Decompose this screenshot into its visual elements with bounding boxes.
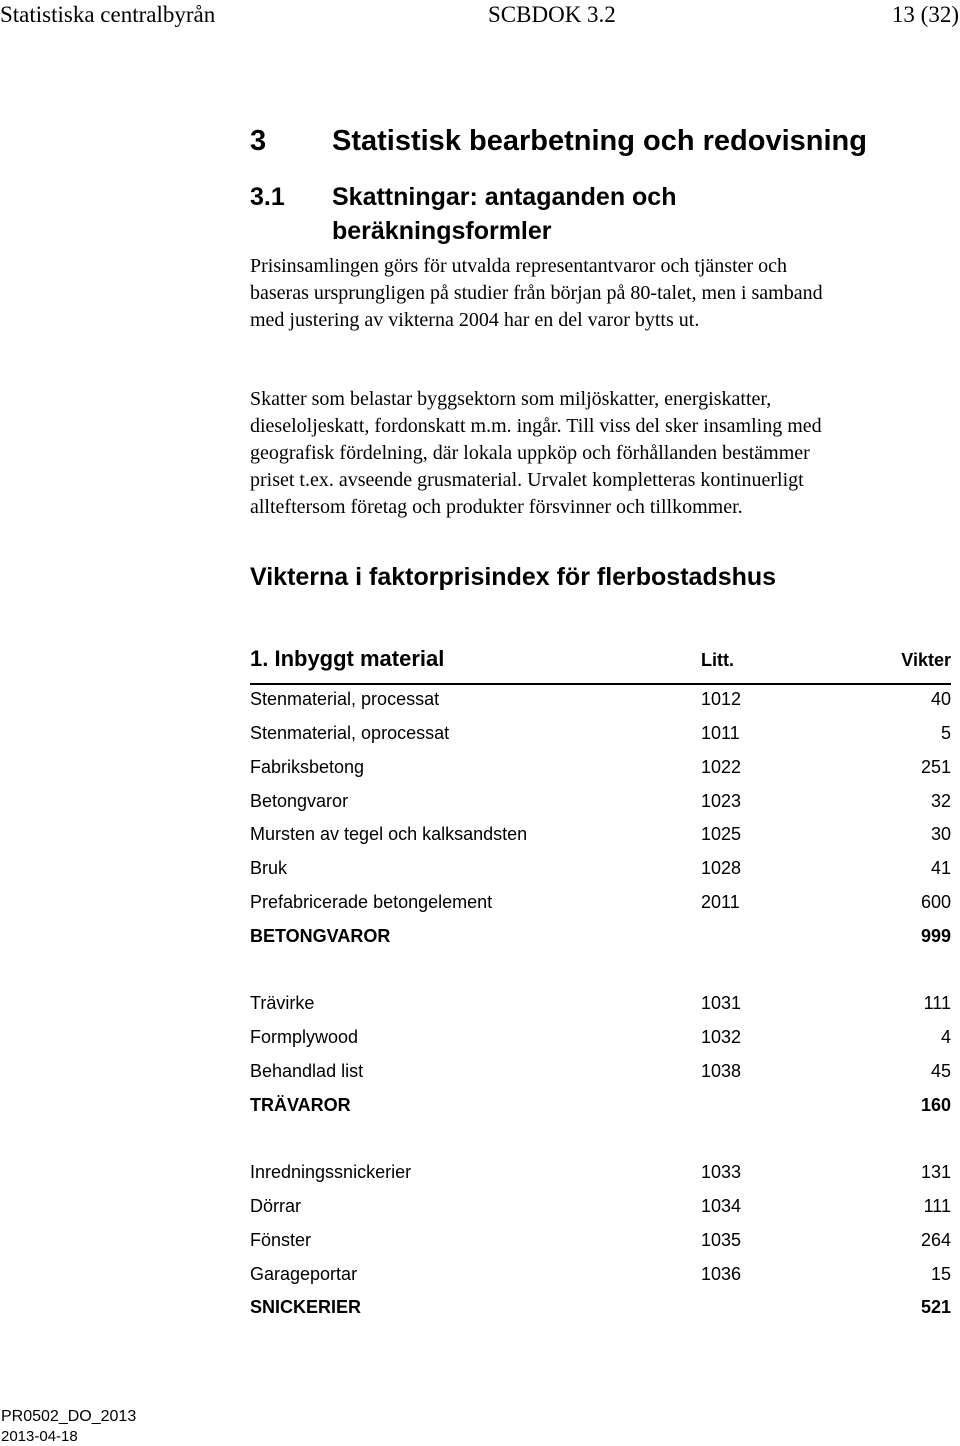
row-weight: 4: [940, 1027, 951, 1047]
table-row: [250, 1264, 951, 1288]
row-name: Fönster: [250, 1230, 312, 1250]
total-weight: 160: [920, 1095, 951, 1115]
row-name: Bruk: [250, 858, 288, 878]
total-name: BETONGVAROR: [250, 926, 391, 946]
header-rule: [250, 683, 951, 685]
header-org-name: Statistiska centralbyrån: [0, 2, 216, 27]
table-row: [250, 824, 951, 848]
paragraph-line: dieseloljeskatt, fordonskatt m.m. ingår. Till viss del sker insamling med: [250, 415, 822, 437]
row-weight: 131: [920, 1162, 951, 1182]
row-code: 1025: [701, 824, 742, 844]
paragraph-line: baseras ursprungligen på studier från början på 80-talet, men i samband: [250, 282, 823, 304]
row-name: Formplywood: [250, 1027, 359, 1047]
row-name: Fabriksbetong: [250, 757, 365, 777]
column-header-code: Litt.: [701, 650, 734, 670]
section-title-line-2: beräkningsformler: [332, 217, 552, 245]
table-row: [250, 1061, 951, 1085]
table-row: [250, 993, 951, 1017]
row-code: 1036: [701, 1264, 742, 1284]
table-row: [250, 723, 951, 747]
column-header-category: 1. Inbyggt material: [250, 646, 445, 671]
row-code: 1031: [701, 993, 742, 1013]
row-weight: 41: [930, 858, 951, 878]
row-weight: 111: [923, 1196, 951, 1216]
footer-date: 2013-04-18: [1, 1428, 78, 1445]
total-weight: 999: [920, 926, 951, 946]
footer-doc-id: PR0502_DO_2013: [1, 1408, 137, 1425]
row-code: 1035: [701, 1230, 742, 1250]
table-row: [250, 1162, 951, 1186]
row-code: 2011: [701, 892, 740, 912]
paragraph-line: allteftersom företag och produkter försvinner och tillkommer.: [250, 496, 743, 518]
table-row: [250, 858, 951, 882]
table-row: [250, 1027, 951, 1051]
row-weight: 111: [923, 993, 951, 1013]
row-weight: 600: [920, 892, 951, 912]
row-name: Betongvaror: [250, 791, 349, 811]
row-code: 1028: [701, 858, 742, 878]
column-header-weight: Vikter: [901, 650, 951, 670]
row-name: Dörrar: [250, 1196, 302, 1216]
row-code: 1011: [701, 723, 740, 743]
table-row: [250, 791, 951, 815]
paragraph-line: med justering av vikterna 2004 har en del varor bytts ut.: [250, 309, 700, 331]
row-code: 1023: [701, 791, 742, 811]
table-total-row: [250, 1297, 951, 1321]
header-page-number: 13 (32): [891, 2, 959, 27]
row-code: 1038: [701, 1061, 742, 1081]
table-row: [250, 1230, 951, 1254]
row-weight: 45: [930, 1061, 951, 1081]
table-row: [250, 892, 951, 916]
row-weight: 251: [920, 757, 951, 777]
row-name: Prefabricerade betongelement: [250, 892, 493, 912]
row-name: Garageportar: [250, 1264, 358, 1284]
body-paragraph-2: [250, 386, 822, 521]
table-row: [250, 689, 951, 713]
row-weight: 32: [930, 791, 951, 811]
row-weight: 5: [940, 723, 951, 743]
header-doc-ref: SCBDOK 3.2: [488, 2, 616, 27]
row-weight: 15: [930, 1264, 951, 1284]
row-name: Trävirke: [250, 993, 315, 1013]
row-weight: 40: [930, 689, 951, 709]
row-name: Stenmaterial, processat: [250, 689, 440, 709]
paragraph-line: Prisinsamlingen görs för utvalda representantvaror och tjänster och: [250, 255, 788, 277]
total-weight: 521: [920, 1297, 951, 1317]
row-code: 1033: [701, 1162, 742, 1182]
chapter-number: 3: [250, 125, 267, 157]
row-code: 1032: [701, 1027, 742, 1047]
body-paragraph-1: [250, 253, 823, 334]
row-weight: 264: [920, 1230, 951, 1250]
row-name: Behandlad list: [250, 1061, 364, 1081]
paragraph-line: priset t.ex. avseende grusmaterial. Urvalet kompletteras kontinuerligt: [250, 469, 804, 491]
row-code: 1012: [701, 689, 742, 709]
table-row: [250, 1196, 951, 1220]
row-name: Mursten av tegel och kalksandsten: [250, 824, 528, 844]
total-name: SNICKERIER: [250, 1297, 362, 1317]
section-number: 3.1: [250, 183, 285, 211]
row-name: Stenmaterial, oprocessat: [250, 723, 450, 743]
paragraph-line: geografisk fördelning, där lokala uppköp och förhållanden bestämmer: [250, 442, 810, 464]
row-code: 1034: [701, 1196, 742, 1216]
paragraph-line: Skatter som belastar byggsektorn som miljöskatter, energiskatter,: [250, 388, 772, 410]
row-weight: 30: [930, 824, 951, 844]
row-code: 1022: [701, 757, 742, 777]
section-title-line-1: Skattningar: antaganden och: [332, 183, 677, 211]
chapter-title: Statistisk bearbetning och redovisning: [332, 125, 867, 157]
row-name: Inredningssnickerier: [250, 1162, 412, 1182]
table-heading: Vikterna i faktorprisindex för flerbostadshus: [250, 563, 777, 591]
table-row: [250, 757, 951, 781]
table-total-row: [250, 1095, 951, 1119]
table-total-row: [250, 926, 951, 950]
total-name: TRÄVAROR: [250, 1095, 351, 1115]
